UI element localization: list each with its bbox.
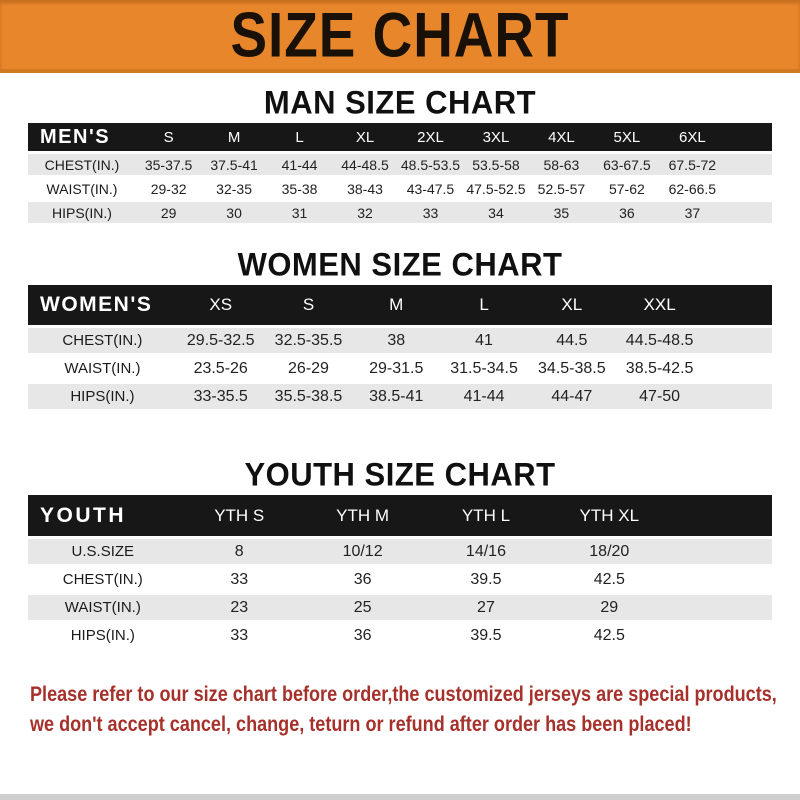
disclaimer-line-1: Please refer to our size chart before order,the customized jerseys are special products, xyxy=(30,683,777,706)
size-value: 63-67.5 xyxy=(594,154,659,175)
size-value: 29-32 xyxy=(136,178,201,199)
size-value: 44.5 xyxy=(528,328,616,353)
size-value: 47-50 xyxy=(616,384,704,409)
size-value: 47.5-52.5 xyxy=(463,178,528,199)
size-value: 62-66.5 xyxy=(660,178,725,199)
row-label: WAIST(IN.) xyxy=(28,595,178,620)
title-banner xyxy=(0,0,800,73)
row-spacer xyxy=(704,384,773,409)
size-column-header: M xyxy=(352,285,440,325)
size-value: 38 xyxy=(352,328,440,353)
row-spacer xyxy=(671,595,772,620)
row-label: WAIST(IN.) xyxy=(28,356,177,381)
size-value: 18/20 xyxy=(548,539,671,564)
row-label: HIPS(IN.) xyxy=(28,623,178,648)
women-size-section xyxy=(0,226,800,412)
size-column-header: XS xyxy=(177,285,265,325)
size-column-header: YTH XL xyxy=(548,495,671,536)
row-spacer xyxy=(725,154,772,175)
size-column-header: S xyxy=(136,123,201,151)
size-value: 30 xyxy=(201,202,266,223)
size-column-header: L xyxy=(267,123,332,151)
size-value: 57-62 xyxy=(594,178,659,199)
row-label: HIPS(IN.) xyxy=(28,202,136,223)
size-value: 10/12 xyxy=(301,539,424,564)
size-value: 32.5-35.5 xyxy=(265,328,353,353)
women-section-heading: WOMEN SIZE CHART xyxy=(237,246,563,283)
table-group-label: YOUTH xyxy=(28,495,178,536)
size-value: 32 xyxy=(332,202,397,223)
row-spacer xyxy=(704,328,773,353)
row-label: CHEST(IN.) xyxy=(28,567,178,592)
row-spacer xyxy=(704,356,773,381)
size-value: 42.5 xyxy=(548,567,671,592)
youth-size-table xyxy=(28,492,772,651)
size-column-header: YTH S xyxy=(178,495,301,536)
size-value: 33 xyxy=(178,623,301,648)
size-value: 34 xyxy=(463,202,528,223)
size-value: 32-35 xyxy=(201,178,266,199)
size-value: 33 xyxy=(398,202,463,223)
size-value: 23.5-26 xyxy=(177,356,265,381)
size-column-header: 2XL xyxy=(398,123,463,151)
size-header-row xyxy=(28,123,772,151)
size-value: 31.5-34.5 xyxy=(440,356,528,381)
size-value: 67.5-72 xyxy=(660,154,725,175)
size-value: 39.5 xyxy=(424,623,547,648)
table-group-label: WOMEN'S xyxy=(28,285,177,325)
size-value: 35.5-38.5 xyxy=(265,384,353,409)
size-value: 31 xyxy=(267,202,332,223)
header-spacer xyxy=(704,285,773,325)
size-value: 42.5 xyxy=(548,623,671,648)
row-label: CHEST(IN.) xyxy=(28,154,136,175)
size-value: 38.5-41 xyxy=(352,384,440,409)
size-header-row xyxy=(28,495,772,536)
measurement-row xyxy=(28,595,772,620)
size-value: 44-47 xyxy=(528,384,616,409)
size-value: 36 xyxy=(301,567,424,592)
size-value: 8 xyxy=(178,539,301,564)
men-size-section xyxy=(0,73,800,226)
size-column-header: L xyxy=(440,285,528,325)
measurement-row xyxy=(28,356,772,381)
row-label: WAIST(IN.) xyxy=(28,178,136,199)
size-column-header: M xyxy=(201,123,266,151)
measurement-row xyxy=(28,328,772,353)
size-value: 38.5-42.5 xyxy=(616,356,704,381)
size-value: 36 xyxy=(594,202,659,223)
size-column-header: XXL xyxy=(616,285,704,325)
size-column-header: 5XL xyxy=(594,123,659,151)
header-spacer xyxy=(725,123,772,151)
disclaimer-line-2: we don't accept cancel, change, teturn or refund after order has been placed! xyxy=(30,713,692,736)
row-spacer xyxy=(725,202,772,223)
size-value: 29.5-32.5 xyxy=(177,328,265,353)
row-label: U.S.SIZE xyxy=(28,539,178,564)
size-value: 38-43 xyxy=(332,178,397,199)
disclaimer xyxy=(0,680,800,740)
men-section-heading: MAN SIZE CHART xyxy=(263,84,537,121)
size-value: 43-47.5 xyxy=(398,178,463,199)
row-spacer xyxy=(671,567,772,592)
size-column-header: XL xyxy=(332,123,397,151)
size-value: 52.5-57 xyxy=(529,178,594,199)
page-title: SIZE CHART xyxy=(230,0,570,70)
measurement-row xyxy=(28,154,772,175)
header-spacer xyxy=(671,495,772,536)
size-value: 29 xyxy=(136,202,201,223)
size-column-header: S xyxy=(265,285,353,325)
size-value: 36 xyxy=(301,623,424,648)
size-value: 34.5-38.5 xyxy=(528,356,616,381)
size-column-header: YTH M xyxy=(301,495,424,536)
row-label: CHEST(IN.) xyxy=(28,328,177,353)
table-group-label: MEN'S xyxy=(28,123,136,151)
measurement-row xyxy=(28,567,772,592)
size-value: 48.5-53.5 xyxy=(398,154,463,175)
women-size-table xyxy=(28,282,772,412)
size-value: 23 xyxy=(178,595,301,620)
size-column-header: XL xyxy=(528,285,616,325)
size-value: 44.5-48.5 xyxy=(616,328,704,353)
size-value: 41-44 xyxy=(440,384,528,409)
size-header-row xyxy=(28,285,772,325)
youth-section-heading: YOUTH SIZE CHART xyxy=(244,456,556,493)
size-value: 33-35.5 xyxy=(177,384,265,409)
size-value: 35 xyxy=(529,202,594,223)
row-spacer xyxy=(671,539,772,564)
size-value: 58-63 xyxy=(529,154,594,175)
row-spacer xyxy=(671,623,772,648)
size-value: 41-44 xyxy=(267,154,332,175)
size-value: 33 xyxy=(178,567,301,592)
size-value: 53.5-58 xyxy=(463,154,528,175)
row-label: HIPS(IN.) xyxy=(28,384,177,409)
size-column-header: 4XL xyxy=(529,123,594,151)
measurement-row xyxy=(28,539,772,564)
measurement-row xyxy=(28,202,772,223)
size-value: 35-37.5 xyxy=(136,154,201,175)
size-value: 41 xyxy=(440,328,528,353)
measurement-row xyxy=(28,384,772,409)
men-size-table xyxy=(28,120,772,226)
youth-size-section xyxy=(0,412,800,651)
size-value: 14/16 xyxy=(424,539,547,564)
size-value: 29-31.5 xyxy=(352,356,440,381)
size-value: 44-48.5 xyxy=(332,154,397,175)
size-value: 27 xyxy=(424,595,547,620)
measurement-row xyxy=(28,178,772,199)
bottom-strip xyxy=(0,794,800,800)
size-value: 39.5 xyxy=(424,567,547,592)
measurement-row xyxy=(28,623,772,648)
size-column-header: YTH L xyxy=(424,495,547,536)
size-value: 26-29 xyxy=(265,356,353,381)
size-value: 29 xyxy=(548,595,671,620)
row-spacer xyxy=(725,178,772,199)
size-column-header: 3XL xyxy=(463,123,528,151)
size-column-header: 6XL xyxy=(660,123,725,151)
size-value: 37.5-41 xyxy=(201,154,266,175)
size-value: 35-38 xyxy=(267,178,332,199)
size-value: 25 xyxy=(301,595,424,620)
size-value: 37 xyxy=(660,202,725,223)
